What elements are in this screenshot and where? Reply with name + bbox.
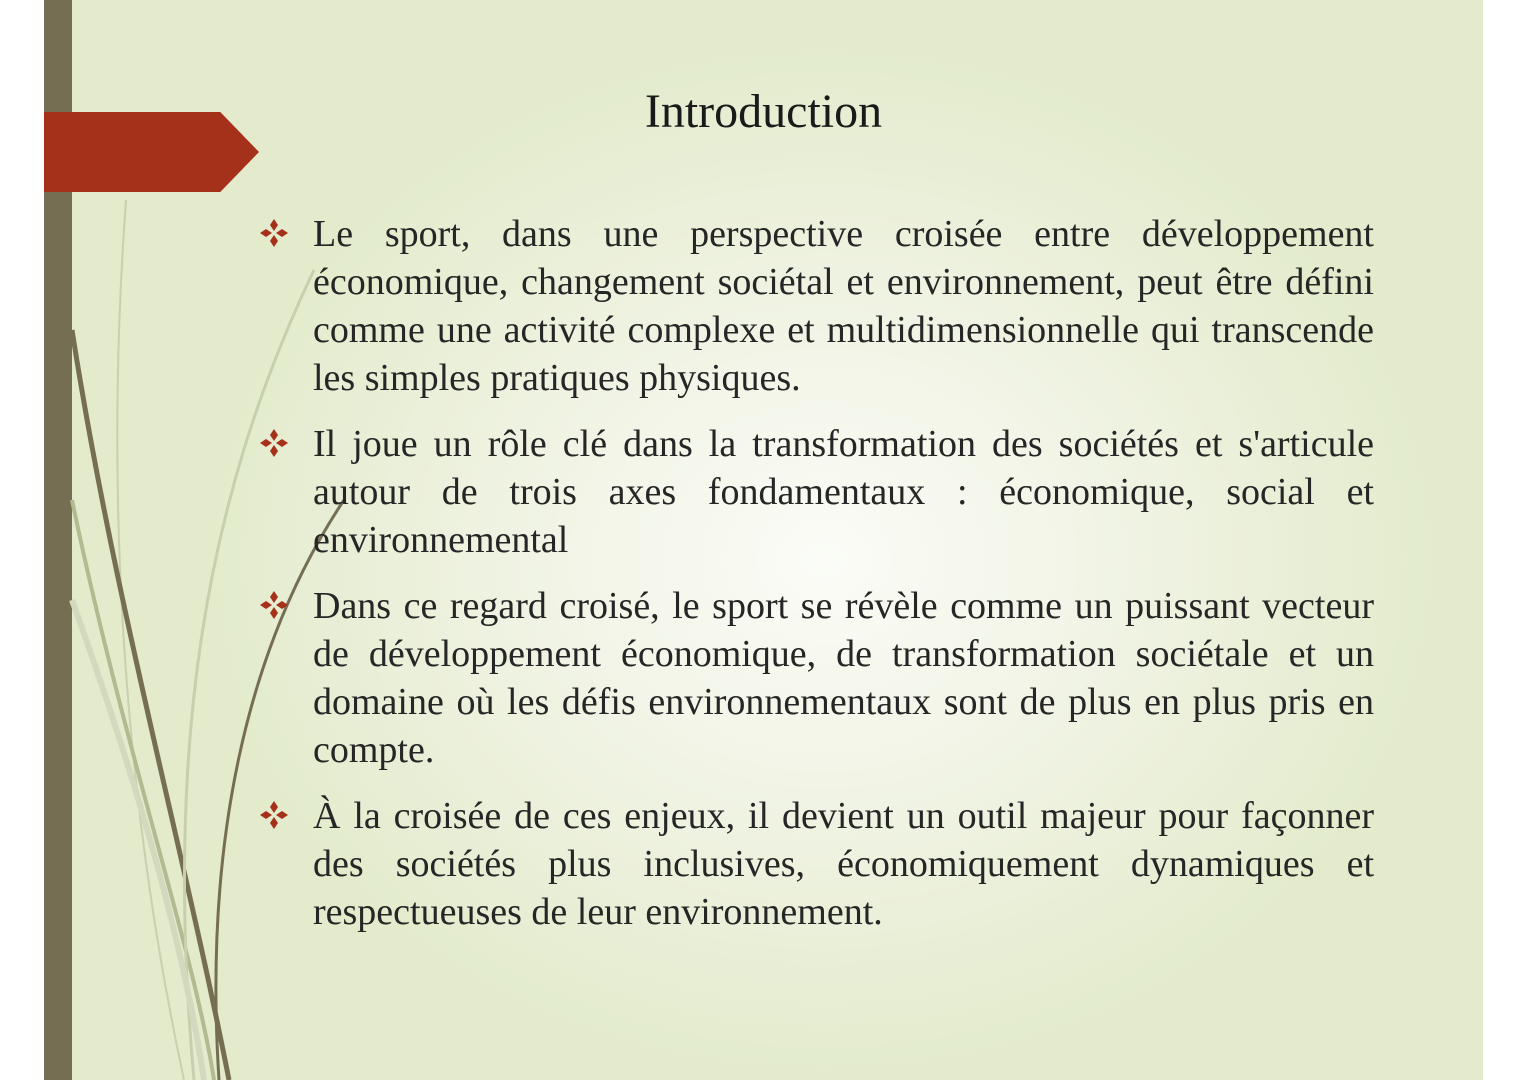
bullet-item: [258, 210, 1374, 402]
bullet-text: Le sport, dans une perspective croisée entre développement économique, changement sociétal et environnement, peut être défini comme une activité complexe et multidimensionnelle qui transcende les simples pratiques physiques.: [313, 213, 1374, 399]
four-diamond-icon: [258, 217, 290, 249]
bullet-item: [258, 582, 1374, 774]
four-diamond-icon: [258, 589, 290, 621]
bullet-item: [258, 792, 1374, 936]
bullet-text: À la croisée de ces enjeux, il devient un outil majeur pour façonner des sociétés plus inclusives, économiquement dynamiques et respectueuses de leur environnement.: [313, 795, 1374, 933]
four-diamond-icon: [258, 427, 290, 459]
slide: [44, 0, 1483, 1080]
bullet-list: [258, 210, 1374, 954]
bullet-text: Dans ce regard croisé, le sport se révèle comme un puissant vecteur de développement économique, de transformation sociétale et un domaine où les défis environnementaux sont de plus en plus pris en compte.: [313, 585, 1374, 771]
four-diamond-icon: [258, 799, 290, 831]
bullet-text: Il joue un rôle clé dans la transformation des sociétés et s'articule autour de trois axes fondamentaux : économique, social et environnemental: [313, 423, 1374, 561]
slide-title: Introduction: [644, 85, 883, 138]
bullet-item: [258, 420, 1374, 564]
